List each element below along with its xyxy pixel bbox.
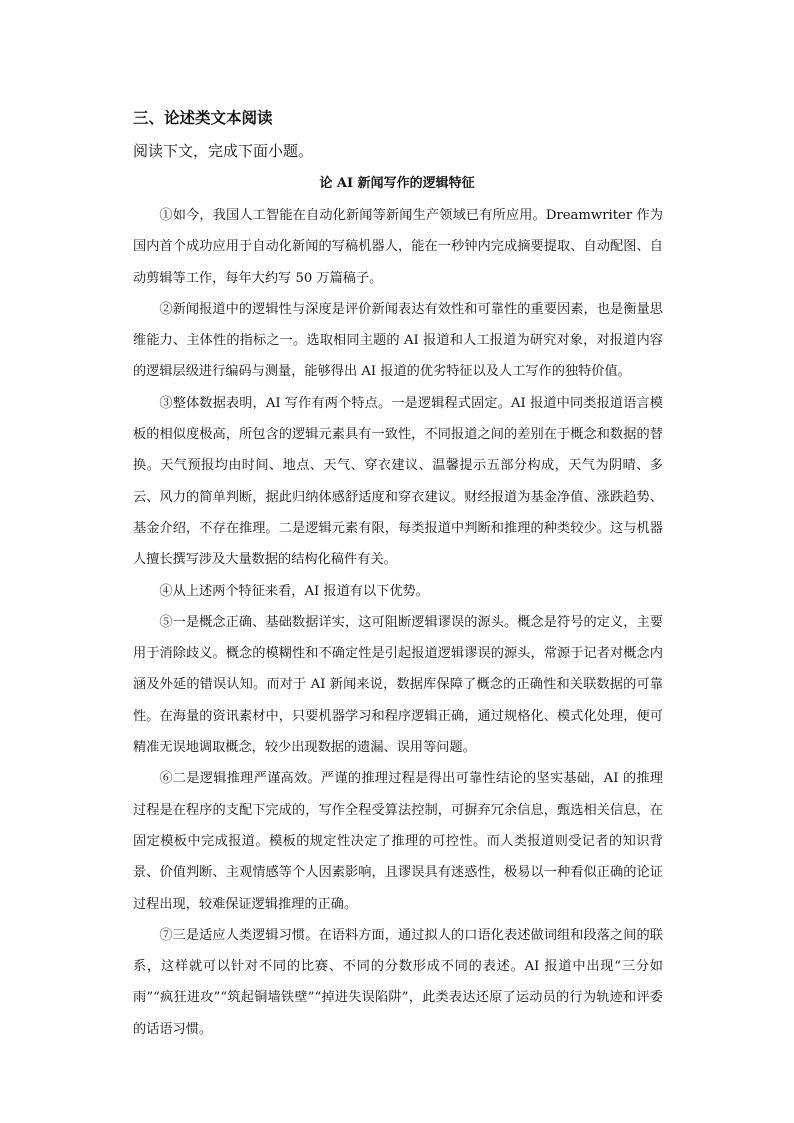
paragraph-7: ⑦三是适应人类逻辑习惯。在语料方面，通过拟人的口语化表述做词组和段落之间的联系，这样就可以针对不同的比赛、不同的分数形成不同的表述。AI 报道中出现“三分如雨”“疯狂进攻”“筑起铜墙铁壁”“掉进失误陷阱”，此类表达还原了运动员的行为轨迹和评委的话语习惯。 (133, 927, 663, 1037)
paragraph-1: ①如今，我国人工智能在自动化新闻等新闻生产领域已有所应用。Dreamwriter 作为国内首个成功应用于自动化新闻的写稿机器人，能在一秒钟内完成摘要提取、自动配图、自动剪辑等工作，每年大约写 50 万篇稿子。 (133, 208, 663, 286)
article-title: 论 AI 新闻写作的逻辑特征 (319, 176, 475, 191)
paragraph-3: ③整体数据表明，AI 写作有两个特点。一是逻辑程式固定。AI 报道中同类报道语言模板的相似度极高，所包含的逻辑元素具有一致性，不同报道之间的差别在于概念和数据的替换。天气预报均由时间、地点、天气、穿衣建议、温馨提示五部分构成，天气为阴晴、多云、风力的简单判断，据此归纳体感舒适度和穿衣建议。财经报道为基金净值、涨跌趋势、基金介绍，不存在推理。二是逻辑元素有限，每类报道中判断和推理的种类较少。这与机器人擅长撰写涉及大量数据的结构化稿件有关。 (133, 395, 663, 568)
article-body (133, 200, 663, 1045)
paragraph-5: ⑤一是概念正确、基础数据详实，这可阻断逻辑谬误的源头。概念是符号的定义，主要用于消除歧义。概念的模糊性和不确定性是引起报道逻辑谬误的源头，常源于记者对概念内涵及外延的错误认知。而对于 AI 新闻来说，数据库保障了概念的正确性和关联数据的可靠性。在海量的资讯素材中，只要机器学习和程序逻辑正确，通过规格化、模式化处理，便可精准无误地调取概念，较少出现数据的遗漏、误用等问题。 (133, 614, 663, 756)
section-heading: 三、论述类文本阅读 (133, 109, 273, 127)
paragraph-6: ⑥二是逻辑推理严谨高效。严谨的推理过程是得出可靠性结论的坚实基础，AI 的推理过程是在程序的支配下完成的，写作全程受算法控制，可摒弃冗余信息，甄选相关信息，在固定模板中完成报道。模板的规定性决定了推理的可控性。而人类报道则受记者的知识背景、价值判断、主观情感等个人因素影响，且谬误具有迷惑性，极易以一种看似正确的论证过程出现，较难保证逻辑推理的正确。 (133, 771, 663, 912)
paragraph-2: ②新闻报道中的逻辑性与深度是评价新闻表达有效性和可靠性的重要因素，也是衡量思维能力、主体性的指标之一。选取相同主题的 AI 报道和人工报道为研究对象，对报道内容的逻辑层级进行编码与测量，能够得出 AI 报道的优劣特征以及人工写作的独特价值。 (133, 301, 663, 380)
reading-instruction: 阅读下文，完成下面小题。 (133, 142, 314, 160)
paragraph-4: ④从上述两个特征来看，AI 报道有以下优势。 (159, 583, 429, 599)
